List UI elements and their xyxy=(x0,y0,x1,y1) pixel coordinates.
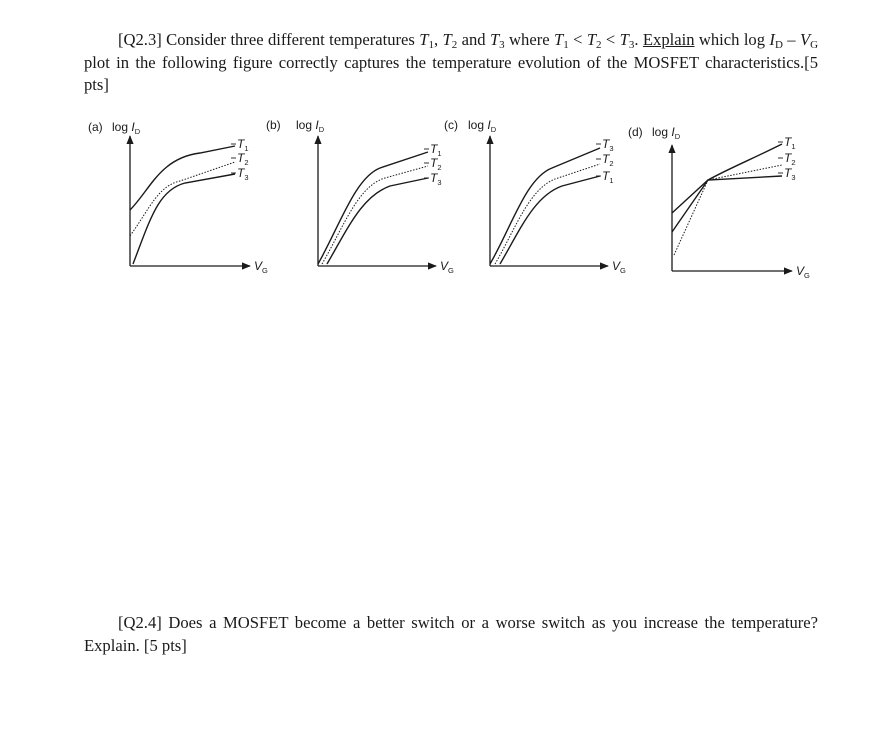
q24-tag: [Q2.4] xyxy=(118,613,162,632)
q23-points: [5 pts] xyxy=(84,52,818,94)
q23-and: and xyxy=(461,30,486,49)
temp-label-t3: $T_3$ xyxy=(784,166,796,182)
x-axis-label: $V_G$ xyxy=(440,259,454,275)
temp-label-t1: $T_1$ xyxy=(237,137,249,153)
q23-explain: Explain xyxy=(642,30,695,49)
temp-label-t2: $T_2$ xyxy=(602,152,614,168)
q24-text: Does a MOSFET become a better switch or a worse switch as you increase the temperature? Explain. xyxy=(84,613,818,655)
panel-label: (c) xyxy=(444,118,458,132)
q23-cond-t1: T xyxy=(553,30,564,49)
curve-t1 xyxy=(500,176,600,264)
curve-t3 xyxy=(672,176,782,232)
temp-label-t3: $T_3$ xyxy=(602,137,614,153)
y-axis-label: $\log I_D$ xyxy=(112,120,141,136)
q23-t1: T xyxy=(419,30,429,49)
q23-lt-2: < xyxy=(605,30,616,49)
q23-cond-t2-sub: 2 xyxy=(596,39,602,51)
q23-cond-t1-sub: 1 xyxy=(563,39,569,51)
q23-vg-sub: G xyxy=(810,39,819,51)
x-axis-label: $V_G$ xyxy=(254,259,268,275)
q23-t3: T xyxy=(489,30,500,49)
q23-which: which log xyxy=(698,30,766,49)
q23-minus: – xyxy=(787,30,796,49)
curve-t1 xyxy=(130,146,235,210)
panel-d xyxy=(628,125,810,280)
temp-label-t1: $T_1$ xyxy=(784,135,796,151)
temp-label-t3: $T_3$ xyxy=(237,166,249,182)
q23-cond-t2: T xyxy=(586,30,597,49)
y-axis-label: $\log I_D$ xyxy=(652,125,681,141)
q23-cond-t3-sub: 3 xyxy=(628,39,635,51)
q23-id-sub: D xyxy=(774,39,783,51)
q23-id: I xyxy=(769,30,775,49)
curve-t2 xyxy=(130,162,235,236)
temp-label-t1: $T_1$ xyxy=(430,142,442,158)
panel-a xyxy=(88,120,268,275)
y-axis-label: $\log I_D$ xyxy=(296,118,325,134)
x-axis-label: $V_G$ xyxy=(612,259,626,275)
curve-t2 xyxy=(495,164,600,264)
curve-t1 xyxy=(318,152,428,264)
q23-lead: Consider three different temperatures xyxy=(166,30,415,49)
mosfet-figure xyxy=(0,0,886,300)
panel-b xyxy=(266,118,454,275)
y-axis-label: $\log I_D$ xyxy=(468,118,497,134)
q23-where: where xyxy=(509,30,550,49)
panel-label: (b) xyxy=(266,118,281,132)
temp-label-t3: $T_3$ xyxy=(430,171,442,187)
temp-label-t2: $T_2$ xyxy=(430,156,442,172)
q23-t2: T xyxy=(442,30,452,49)
panel-label: (d) xyxy=(628,125,643,139)
question-2-3: [Q2.3] Consider three different temperatures $T_1$, $T_2$ and $T_3$ where $T_1 < T_2 < T_3$. Explain which $\log I_D - V_G$ plot in the following figure correctly captures the temperature evolution of the MOSFET characteristics.[5 pts] xyxy=(84,30,819,94)
temp-label-t2: $T_2$ xyxy=(237,151,249,167)
q23-rest: plot in the following figure correctly captures the temperature evolution of the MOSFET characteristics. xyxy=(84,52,805,72)
q23-vg: V xyxy=(799,30,811,49)
panel-c xyxy=(444,118,626,275)
question-2-4 xyxy=(84,612,818,657)
q23-tag: [Q2.3] xyxy=(118,30,162,49)
q24-points: [5 pts] xyxy=(143,635,187,655)
x-axis-label: $V_G$ xyxy=(796,264,810,280)
curve-t3 xyxy=(490,148,600,264)
q23-lt-1: < xyxy=(573,30,583,49)
panel-label: (a) xyxy=(88,120,103,134)
temp-label-t1: $T_1$ xyxy=(602,169,614,185)
q23-t1-sub: 1 xyxy=(428,39,434,51)
q23-cond-t3: T xyxy=(619,30,629,49)
temp-label-t2: $T_2$ xyxy=(784,151,796,167)
curve-t3 xyxy=(327,178,428,264)
q23-t2-sub: 2 xyxy=(451,39,458,51)
q23-t3-sub: 3 xyxy=(499,39,505,51)
